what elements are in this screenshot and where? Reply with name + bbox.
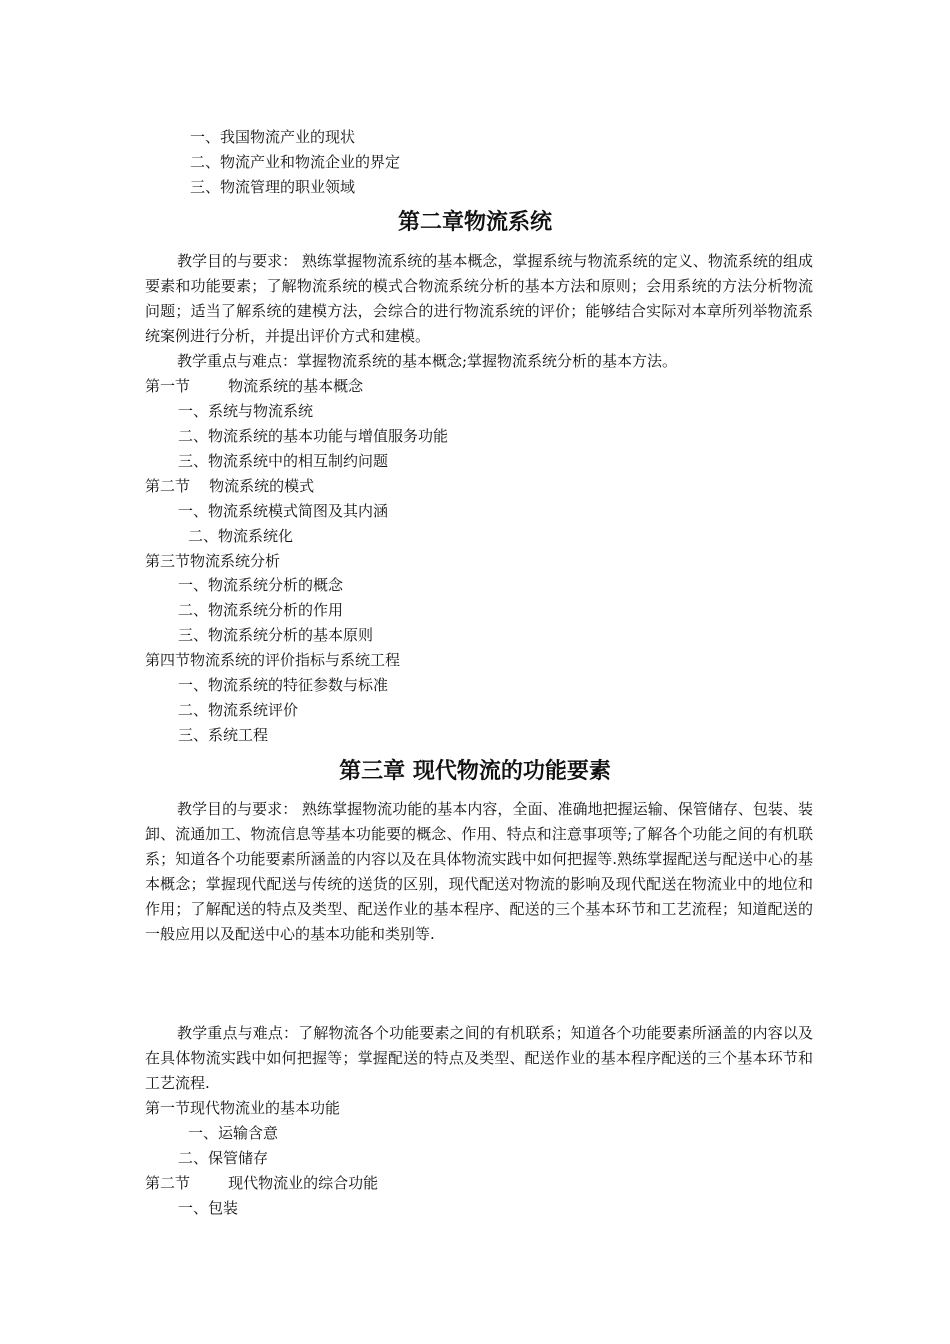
section-item: 二、物流系统分析的作用 — [178, 601, 344, 619]
intro-item: 二、物流产业和物流企业的界定 — [190, 153, 401, 171]
section-item: 一、物流系统的特征参数与标准 — [178, 676, 389, 694]
section-title: 第一节现代物流业的基本功能 — [145, 1099, 341, 1117]
section-item: 二、保管储存 — [178, 1149, 269, 1167]
chapter-3-key-points: 教学重点与难点：了解物流各个功能要素之间的有机联系；知道各个功能要素所涵盖的内容以及在具体物流实践中如何把握等；掌握配送的特点及类型、配送作业的基本程序配送的三个基本环节和工艺流程. — [145, 1024, 813, 1092]
section-title: 第二节 物流系统的模式 — [145, 477, 315, 495]
section-item: 二、物流系统化 — [188, 527, 294, 545]
section-item: 三、物流系统中的相互制约问题 — [178, 452, 389, 470]
intro-item: 一、我国物流产业的现状 — [190, 128, 356, 146]
intro-item: 三、物流管理的职业领域 — [190, 178, 356, 196]
section-item: 三、系统工程 — [178, 726, 269, 744]
section-title: 第二节 现代物流业的综合功能 — [145, 1174, 379, 1192]
section-item: 一、物流系统模式简图及其内涵 — [178, 502, 389, 520]
chapter-2-title: 第二章物流系统 — [397, 210, 552, 235]
section-item: 三、物流系统分析的基本原则 — [178, 626, 374, 644]
section-item: 一、物流系统分析的概念 — [178, 576, 344, 594]
chapter-3-title: 第三章 现代物流的功能要素 — [339, 759, 611, 784]
section-title: 第四节物流系统的评价指标与系统工程 — [145, 651, 401, 669]
section-item: 一、系统与物流系统 — [178, 402, 314, 420]
section-title: 第三节物流系统分析 — [145, 552, 281, 570]
section-item: 二、物流系统评价 — [178, 701, 299, 719]
section-item: 一、运输含意 — [188, 1124, 279, 1142]
chapter-2-key-points: 教学重点与难点：掌握物流系统的基本概念;掌握物流系统分析的基本方法。 — [177, 352, 678, 370]
section-title: 第一节 物流系统的基本概念 — [145, 377, 364, 395]
section-item: 二、物流系统的基本功能与增值服务功能 — [178, 427, 449, 445]
chapter-3-aims: 教学目的与要求： 熟练掌握物流功能的基本内容，全面、准确地把握运输、保管储存、包装、装卸、流通加工、物流信息等基本功能要的概念、作用、特点和注意事项等;了解各个功能之间的有机联系；知道各个功能要素所涵盖的内容以及在具体物流实践中如何把握等.熟练掌握配送与配送中心的基本概念；掌握现代配送与传统的送货的区别，现代配送对物流的影响及现代配送在物流业中的地位和作用；了解配送的特点及类型、配送作业的基本程序、配送的三个基本环节和工艺流程；知道配送的一般应用以及配送中心的基本功能和类别等. — [145, 800, 813, 943]
chapter-2-aims: 教学目的与要求： 熟练掌握物流系统的基本概念，掌握系统与物流系统的定义、物流系统的组成要素和功能要素；了解物流系统的模式合物流系统分析的基本方法和原则；会用系统的方法分析物流问题；适当了解系统的建模方法，会综合的进行物流系统的评价；能够结合实际对本章所列举物流系统案例进行分析，并提出评价方式和建模。 — [145, 252, 813, 345]
section-item: 一、包装 — [178, 1199, 239, 1217]
